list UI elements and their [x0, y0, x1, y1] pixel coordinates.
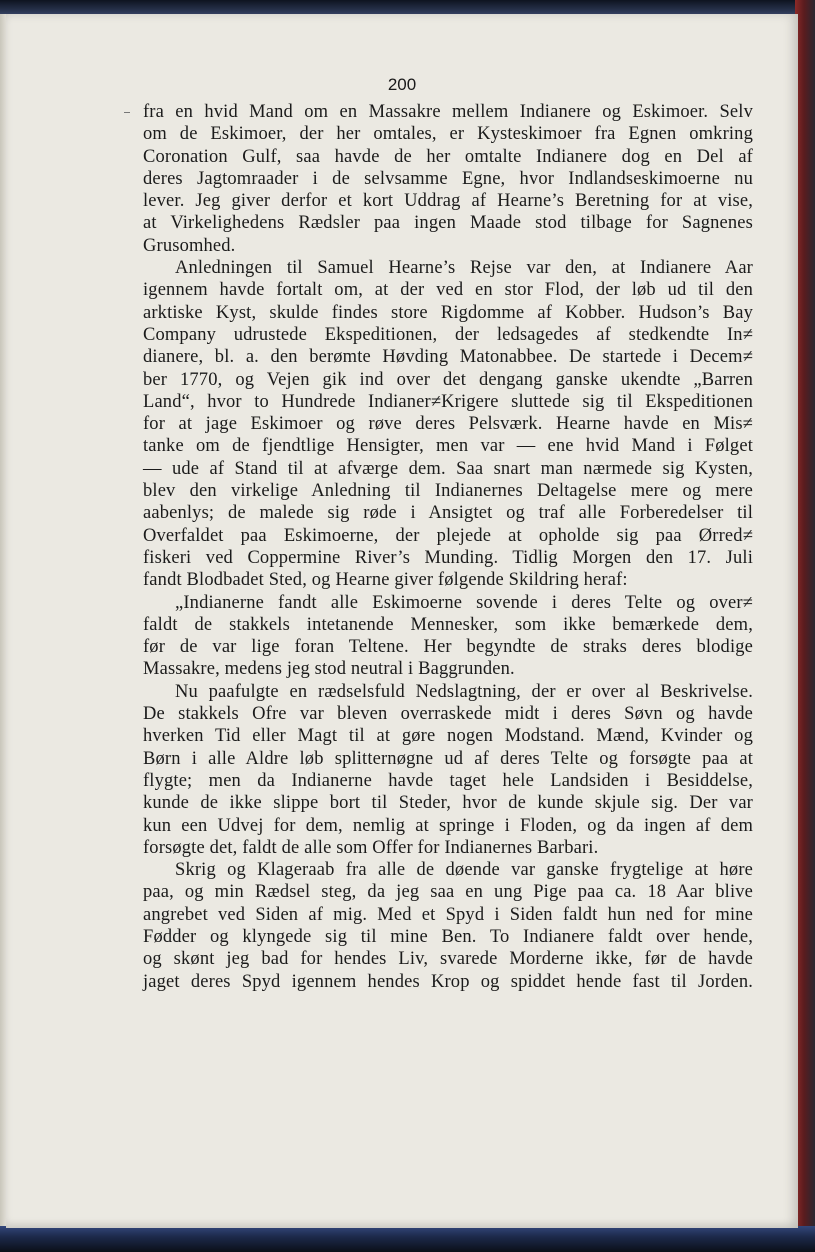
text-line: — ude af Stand til at afværge dem. Saa snart man nærmede sig Kysten,	[143, 458, 753, 479]
text-line: igennem havde fortalt om, at der ved en stor Flod, der løb ud til den	[143, 280, 753, 301]
text-line: forsøgte det, faldt de alle som Offer for Indianernes Barbari.	[143, 837, 599, 858]
text-line: tanke om de fjendtlige Hensigter, men var — ene hvid Mand i Følget	[143, 436, 753, 457]
text-line: aabenlys; de malede sig røde i Ansigtet og traf alle Forberedelser til	[143, 503, 753, 524]
page-number: 200	[387, 75, 417, 94]
text-line: Skrig og Klageraab fra alle de døende var ganske frygtelige at høre	[175, 860, 753, 881]
text-line: Nu paafulgte en rædselsfuld Nedslagtning, der er over al Beskrivelse.	[175, 681, 753, 702]
text-line: Grusomhed.	[143, 235, 236, 256]
text-line: fiskeri ved Coppermine River’s Munding. Tidlig Morgen den 17. Juli	[143, 547, 753, 568]
text-line: Coronation Gulf, saa havde de her omtalte Indianere dog en Del af	[143, 146, 753, 167]
text-line: Børn i alle Aldre løb splitternøgne ud af deres Telte og forsøgte paa at	[143, 748, 753, 769]
text-line: at Virkelighedens Rædsler paa ingen Maade stod tilbage for Sagnenes	[143, 213, 753, 234]
text-line: hverken Tid eller Magt til at gøre nogen Modstand. Mænd, Kvinder og	[143, 726, 753, 747]
text-line: flygte; men da Indianerne havde taget hele Landsiden i Besiddelse,	[143, 770, 753, 791]
text-line: Fødder og klyngede sig til mine Ben. To Indianere faldt over hende,	[143, 926, 753, 947]
text-line: og skønt jeg bad for hendes Liv, svarede Morderne ikke, før de havde	[143, 949, 753, 970]
text-line: ber 1770, og Vejen gik ind over det dengang ganske ukendte „Barren	[143, 369, 753, 390]
text-line: angrebet ved Siden af mig. Med et Spyd i Siden faldt hun ned for mine	[143, 904, 753, 925]
text-line: for at jage Eskimoer og røve deres Pelsværk. Hearne havde en Mis≠	[143, 414, 753, 435]
text-line: faldt de stakkels intetanende Mennesker, som ikke bemærkede dem,	[143, 614, 753, 635]
body-text	[143, 101, 753, 993]
text-line: Overfaldet paa Eskimoerne, der plejede at opholde sig paa Ørred≠	[143, 525, 753, 546]
text-line: blev den virkelige Anledning til Indianernes Deltagelse mere og mere	[143, 481, 753, 502]
text-line: „Indianerne fandt alle Eskimoerne sovende i deres Telte og over≠	[175, 592, 753, 613]
text-line: Company udrustede Ekspeditionen, der ledsagedes af stedkendte In≠	[143, 324, 753, 345]
text-line: dianere, bl. a. den berømte Høvding Matonabbee. De startede i Decem≠	[143, 347, 753, 368]
text-line: fandt Blodbadet Sted, og Hearne giver følgende Skildring heraf:	[143, 570, 628, 591]
text-line: lever. Jeg giver derfor et kort Uddrag af Hearne’s Beretning for at vise,	[143, 191, 753, 212]
text-line: arktiske Kyst, skulde findes store Rigdomme af Kobber. Hudson’s Bay	[143, 302, 753, 323]
text-line: Anledningen til Samuel Hearne’s Rejse var den, at Indianere Aar	[175, 258, 753, 279]
text-line: Land“, hvor to Hundrede Indianer≠Krigere sluttede sig til Ekspeditionen	[143, 391, 753, 412]
text-line: kun een Udvej for dem, nemlig at springe i Floden, og da ingen af dem	[143, 815, 753, 836]
book-bottom-edge	[0, 1226, 815, 1252]
text-line: fra en hvid Mand om en Massakre mellem Indianere og Eskimoer. Selv	[143, 102, 753, 122]
margin-mark	[124, 112, 130, 113]
text-line: paa, og min Rædsel steg, da jeg saa en ung Pige paa ca. 18 Aar blive	[143, 882, 753, 903]
text-line: Massakre, medens jeg stod neutral i Baggrunden.	[143, 659, 515, 680]
text-line: før de var lige foran Teltene. Her begyndte de straks deres blodige	[143, 637, 753, 658]
text-line: om de Eskimoer, der her omtales, er Kysteskimoer fra Egnen omkring	[143, 124, 753, 145]
text-line: De stakkels Ofre var bleven overraskede midt i deres Søvn og havde	[143, 704, 753, 725]
text-line: kunde de ikke slippe bort til Steder, hvor de kunde skjule sig. Der var	[143, 793, 753, 814]
text-line: jaget deres Spyd igennem hendes Krop og spiddet hende fast til Jorden.	[143, 971, 753, 992]
text-line: deres Jagtomraader i de selvsamme Egne, hvor Indlandseskimoerne nu	[143, 168, 753, 189]
book-spine-edge	[795, 0, 815, 1252]
